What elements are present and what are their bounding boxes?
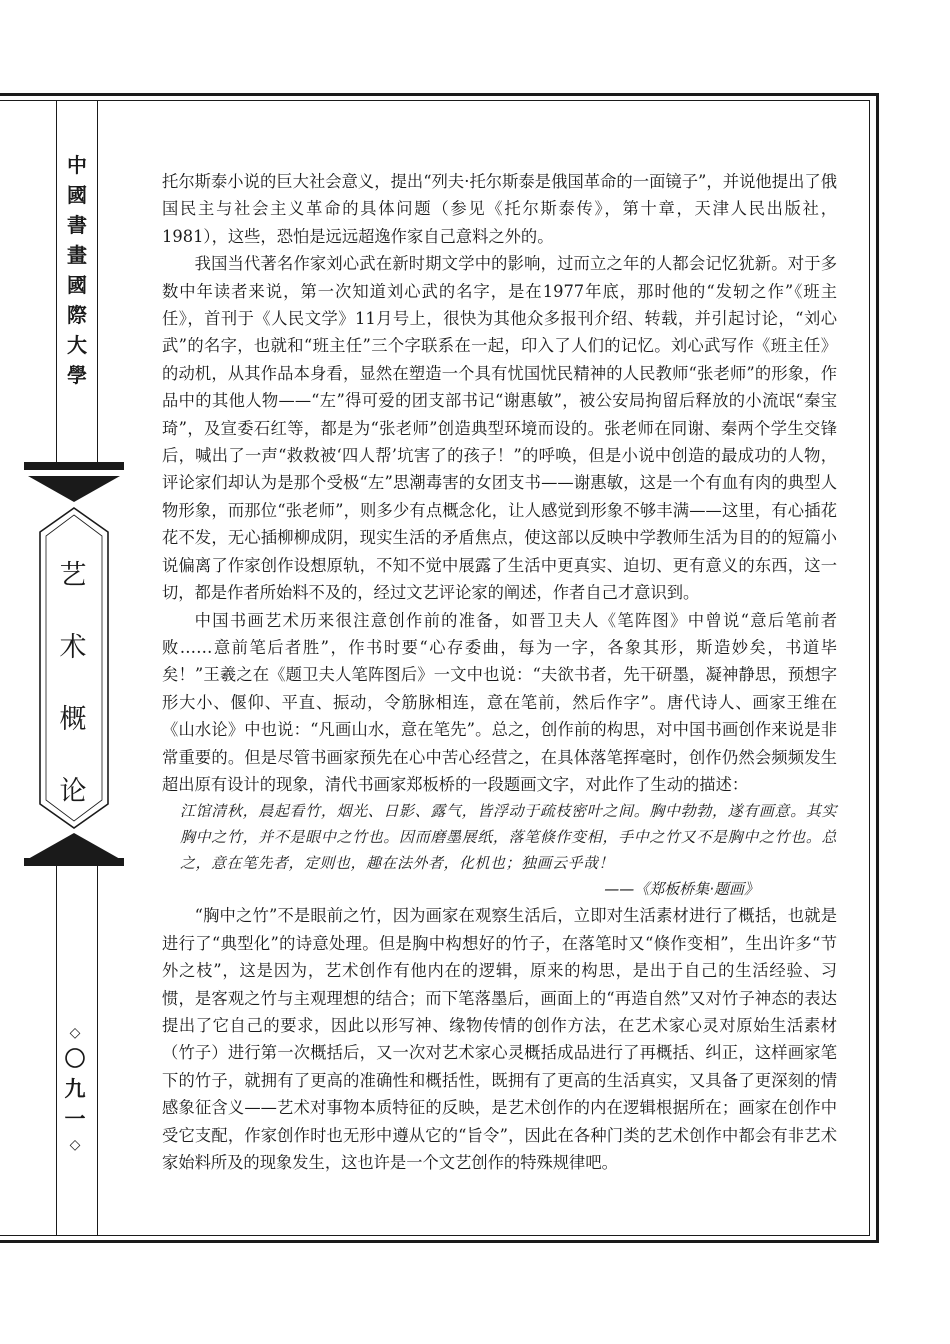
page-number: ◇ 〇 九 一 ◇ [59,1022,91,1156]
quote-source: ——《郑板桥集·题画》 [604,880,759,899]
sidebar-bar-bottom [24,858,124,866]
paragraph: “胸中之竹”不是眼前之竹，因为画家在观察生活后，立即对生活素材进行了概括，也就是进行了“典型化”的诗意处理。但是胸中构想好的竹子，在落笔时又“倏作变相”，生出许多“节外之枝”，这是因为，艺术创作有他内在的逻辑，原来的构思，是出于自己的生活经验、习惯，是客观之竹与主观理想的结合；而下笔落墨后，画面上的“再造自然”又对竹子神态的表达提出了它自己的要求，因此以形写神、缘物传情的创作方法，在艺术家心灵对原始生活素材（竹子）进行第一次概括后，又一次对艺术家心灵概括成品进行了再概括、纠正，这样画家笔下的竹子，就拥有了更高的准确性和概括性，既拥有了更高的生活真实，又具备了更深刻的情感象征含义——艺术对事物本质特征的反映，是艺术创作的内在逻辑根据所在；画家在创作中受它支配，作家创作时也无形中遵从它的“旨令”，因此在各种门类的艺术创作中都会有非艺术家始料所及的现象发生，这也许是一个文艺创作的特殊规律吧。 [162,906,837,1172]
paragraph: 托尔斯泰小说的巨大社会意义，提出“列夫·托尔斯泰是俄国革命的一面镜子”，并说他提出了俄国民主与社会主义革命的具体问题（参见《托尔斯泰传》，第十章，天津人民出版社，1981），这些，恐怕是远远超逸作家自己意料之外的。 [162,172,837,246]
paragraph: 我国当代著名作家刘心武在新时期文学中的影响，过而立之年的人都会记忆犹新。对于多数中年读者来说，第一次知道刘心武的名字，是在1977年底，那时他的“发轫之作”《班主任》，首刊于《人民文学》11月号上，很快为其他众多报刊介绍、转载，并引起讨论，“刘心武”的名字，也就和“班主任”三个字联系在一起，印入了人们的记忆。刘心武写作《班主任》的动机，从其作品本身看，显然在塑造一个具有忧国忧民精神的人民教师“张老师”的形象，作品中的其他人物——“左”得可爱的团支部书记“谢惠敏”，被公安局拘留后释放的小流氓“秦宝琦”，及宣委石红等，都是为“张老师”创造典型环境而设的。张老师在同谢、秦两个学生交锋后，喊出了一声“救救被‘四人帮’坑害了的孩子！”的呼唤，但是小说中创造的最成功的人物，评论家们却认为是那个受极“左”思潮毒害的女团支书——谢惠敏，这是一个有血有肉的典型人物形象，而那位“张老师”，则多少有点概念化，让人感觉到形象不够丰满——这里，有心插花花不发，无心插柳柳成阴，现实生活的矛盾焦点，使这部以反映中学教师生活为目的的短篇小说偏离了作家创作设想原轨，不知不觉中展露了生活中更真实、迫切、更有意义的东西，这一切，都是作者所始料不及的，经过文艺评论家的阐述，作者自己才意识到。 [162,254,837,603]
series-title: 中 國 書 畫 國 際 大 學 [67,153,87,387]
sidebar-rule-right-top [97,100,98,470]
paragraph: 中国书画艺术历来很注意创作前的准备，如晋卫夫人《笔阵图》中曾说“意后笔前者败……意前笔后者胜”，作书时要“心存委曲，每为一字，各象其形，斯造妙矣，书道毕矣！”王羲之在《题卫夫人笔阵图后》一文中也说：“夫欲书者，先干研墨，凝神静思，预想字形大小、偃仰、平直、振动，令筋脉相连，意在笔前，然后作字”。唐代诗人、画家王维在《山水论》中也说：“凡画山水，意在笔先”。总之，创作前的构思，对中国书画创作来说是非常重要的。但是尽管书画家预先在心中苦心经营之，在具体落笔挥毫时，创作仍然会频频发生超出原有设计的现象，清代书画家郑板桥的一段题画文字，对此作了生动的描述： [162,610,837,794]
sidebar-bar-top [24,462,124,470]
diamond-icon: ◇ [69,1137,81,1153]
sidebar-rule-left-bottom [56,866,57,1236]
sidebar-rule-right-bottom [97,866,98,1236]
diamond-icon: ◇ [69,1025,81,1041]
body-text [162,168,837,1176]
book-title: 艺 术 概 论 [59,560,87,807]
sidebar-rule-left-top [56,100,57,470]
block-quote: 江馆清秋，晨起看竹，烟光、日影、露气，皆浮动于疏枝密叶之间。胸中勃勃，遂有画意。其实胸中之竹，并不是眼中之竹也。因而磨墨展纸，落笔倏作变相，手中之竹又不是胸中之竹也。总之，意在笔先者，定则也，趣在法外者，化机也；独画云乎哉！ [180,802,837,873]
